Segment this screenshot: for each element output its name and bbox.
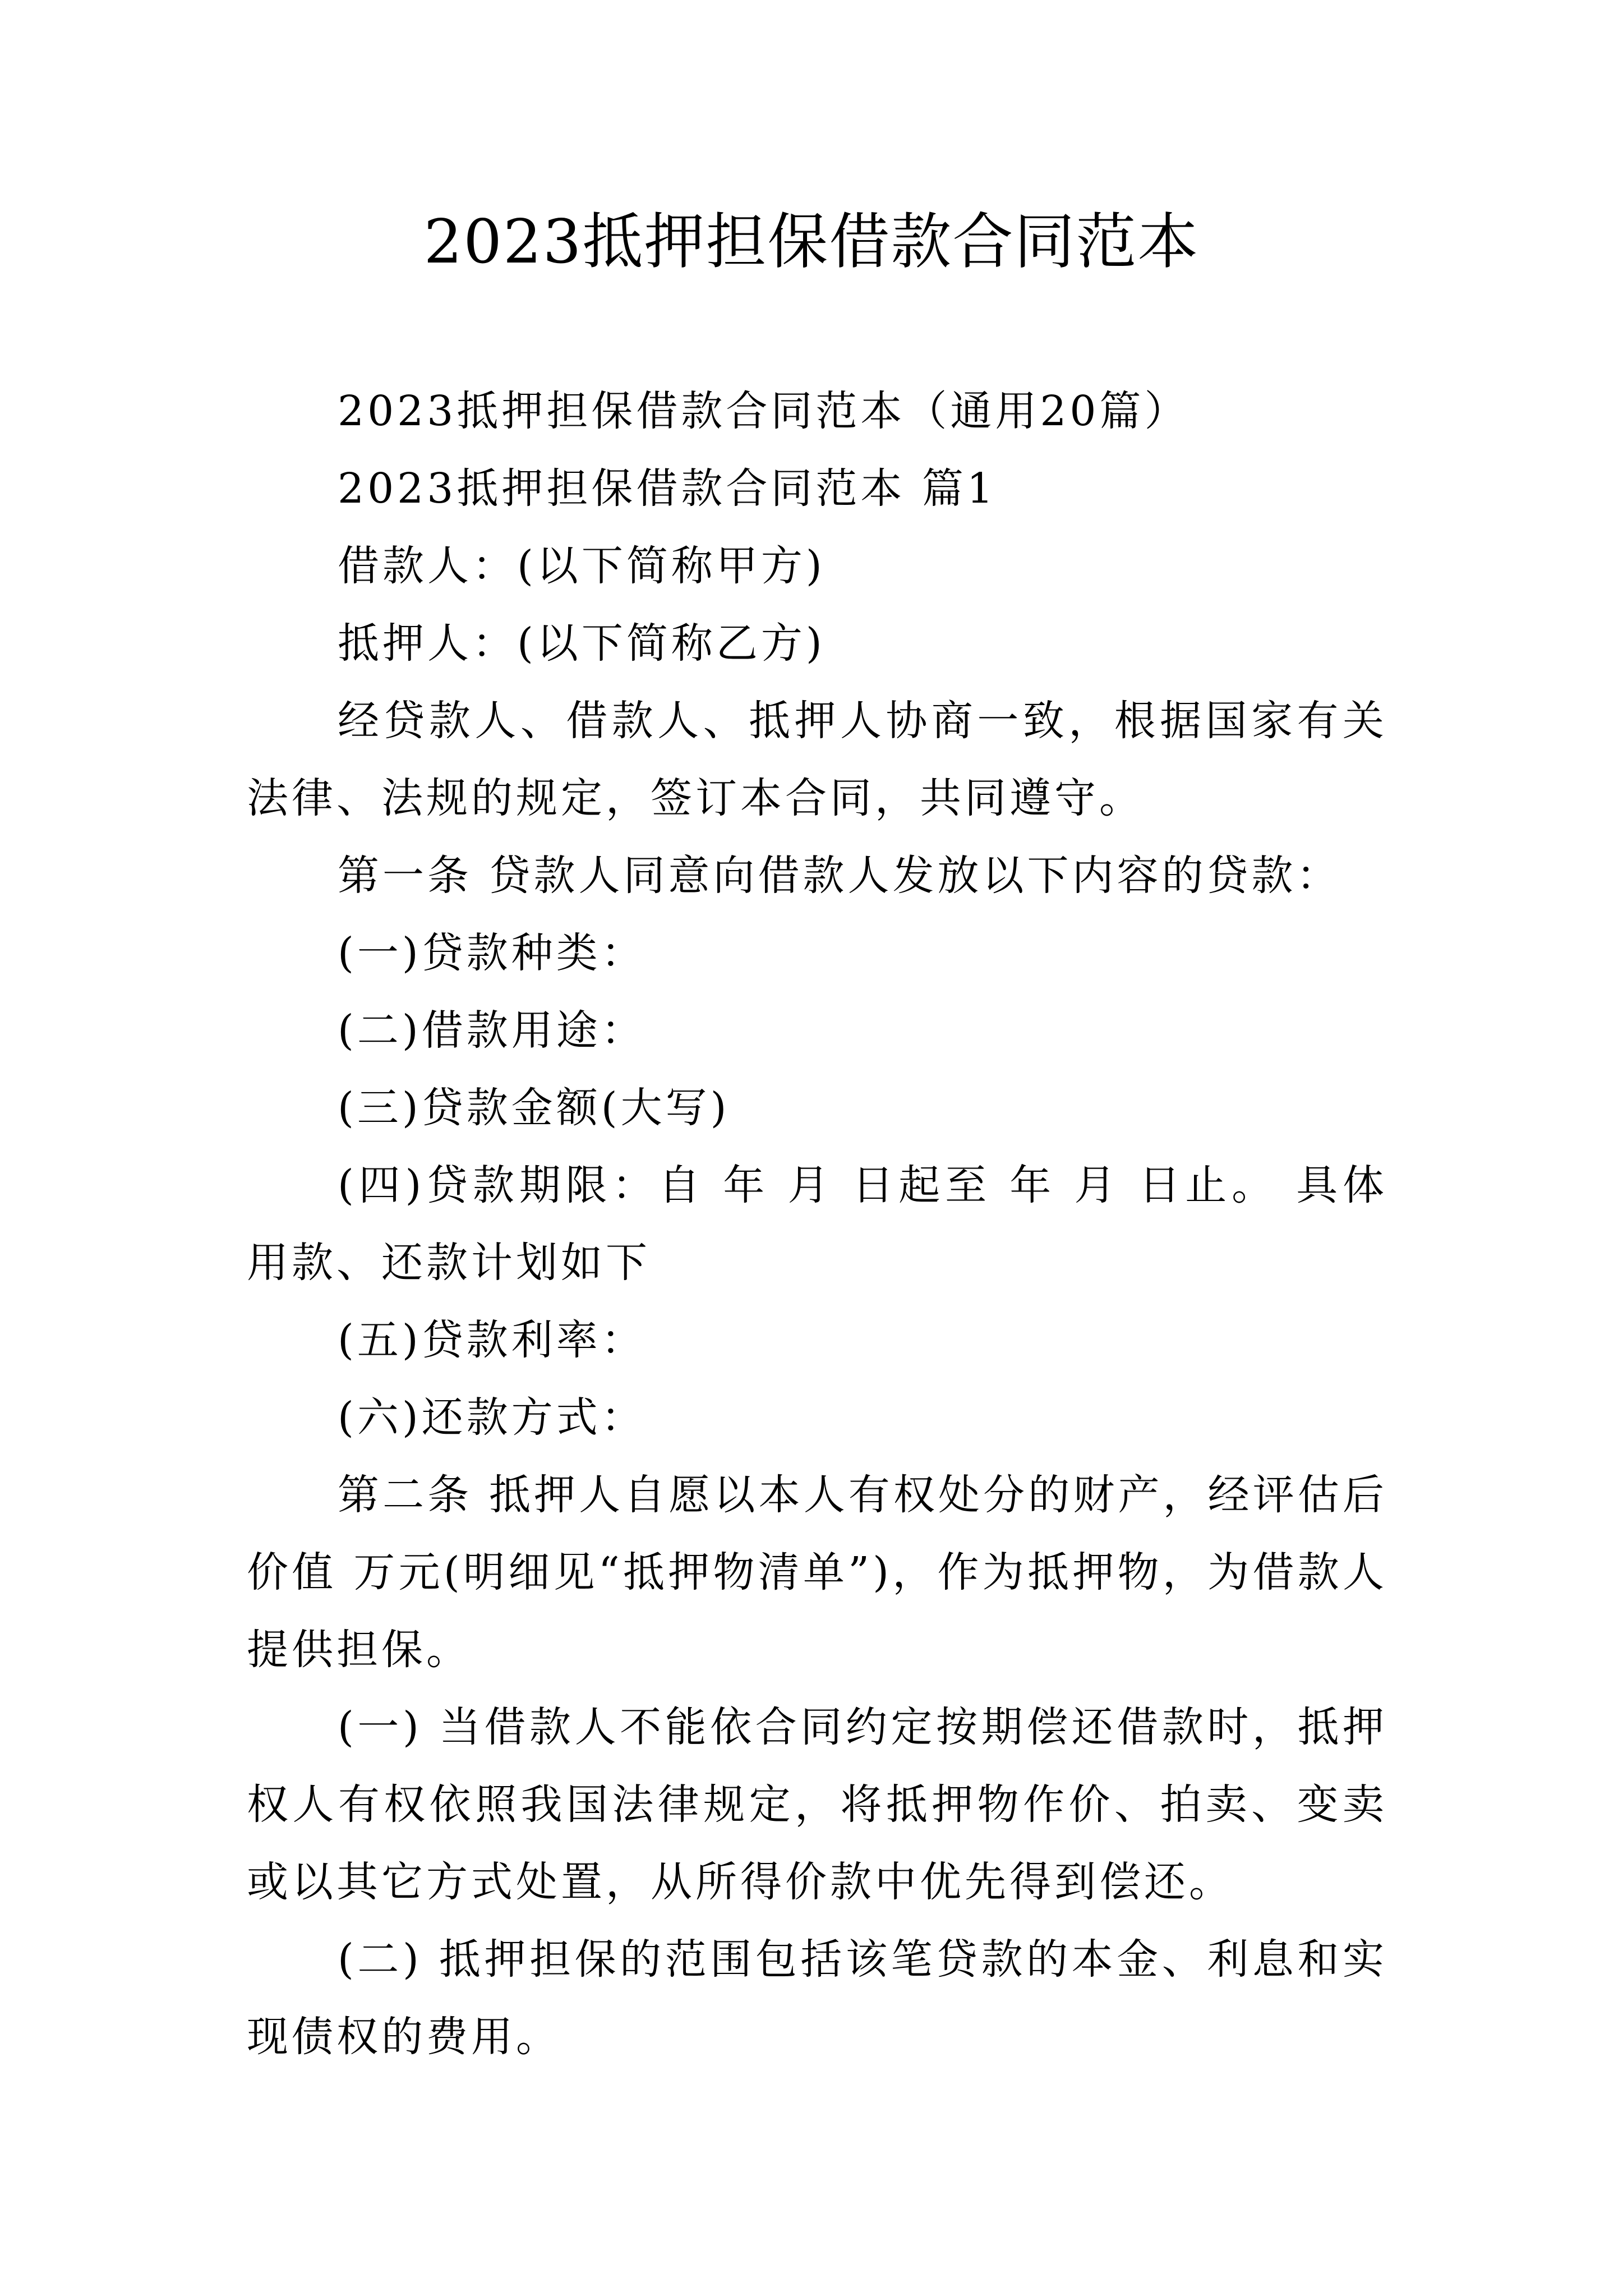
paragraph-preamble: 经贷款人、借款人、抵押人协商一致，根据国家有关法律、法规的规定，签订本合同，共同遵守。: [247, 697, 1387, 822]
paragraph-mortgagor: 抵押人：(以下简称乙方): [338, 619, 826, 668]
paragraph-subtitle: 2023抵押担保借款合同范本（通用20篇）: [338, 387, 1189, 435]
paragraph-clause-2: (二) 抵押担保的范围包括该笔贷款的本金、利息和实现债权的费用。: [247, 1935, 1387, 2061]
paragraph-loan-purpose: (二)借款用途：: [338, 1006, 646, 1055]
paragraph-section-heading: 2023抵押担保借款合同范本 篇1: [338, 464, 997, 513]
document-body: [247, 372, 1387, 2076]
paragraph-loan-amount: (三)贷款金额(大写): [338, 1084, 730, 1132]
paragraph-loan-term: (四)贷款期限：自 年 月 日起至 年 月 日止。 具体用款、还款计划如下: [247, 1161, 1387, 1287]
paragraph-borrower: 借款人：(以下简称甲方): [338, 542, 826, 590]
paragraph-article-2: 第二条 抵押人自愿以本人有权处分的财产，经评估后价值 万元(明细见“抵押物清单”)，作为抵押物，为借款人提供担保。: [247, 1471, 1387, 1674]
paragraph-repayment: (六)还款方式：: [338, 1393, 646, 1442]
paragraph-article-1: 第一条 贷款人同意向借款人发放以下内容的贷款：: [338, 852, 1341, 900]
paragraph-interest-rate: (五)贷款利率：: [338, 1316, 646, 1364]
paragraph-clause-1: (一) 当借款人不能依合同约定按期偿还借款时，抵押权人有权依照我国法律规定，将抵押物作价、拍卖、变卖或以其它方式处置，从所得价款中优先得到偿还。: [247, 1703, 1387, 1906]
document-title: 2023抵押担保借款合同范本: [423, 207, 1200, 277]
paragraph-loan-type: (一)贷款种类：: [338, 929, 646, 977]
